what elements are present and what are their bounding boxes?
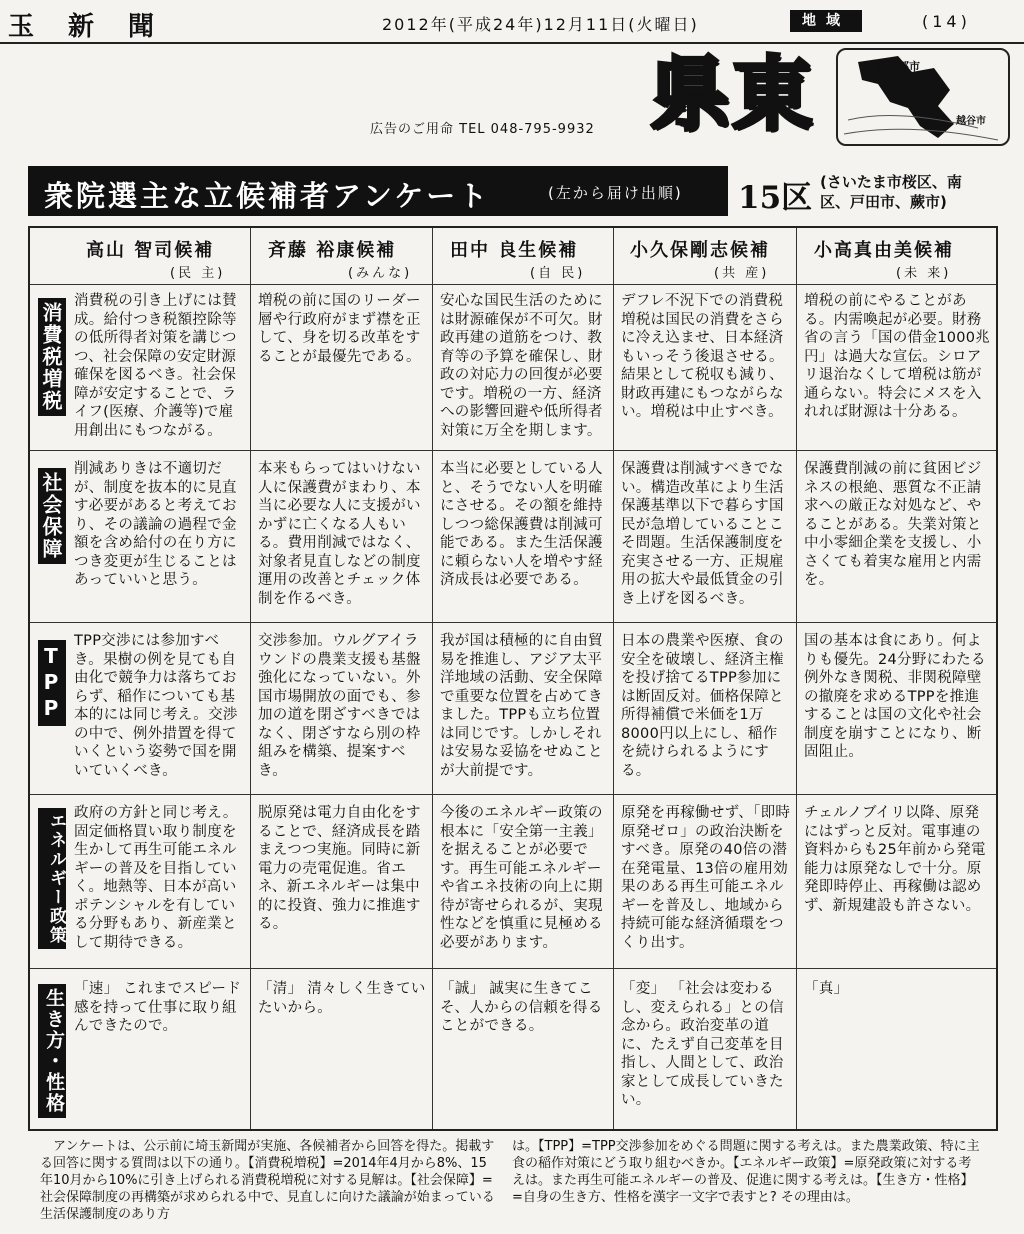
answer-cell: 増税の前に国のリーダー層や行政府がまず襟を正して、身を切る改革をすることが最優先である。 bbox=[258, 293, 421, 365]
candidate-party: (自 民) bbox=[530, 266, 586, 281]
answer-cell: 日本の農業や医療、食の安全を破壊し、経済主権を投げ捨てるTPP参加には断固反対。価格保障と所得補償で米価を1万8000円以上にし、稲作を続けられるようにする。 bbox=[621, 633, 784, 779]
candidate-party: (民 主) bbox=[170, 266, 226, 281]
candidate-name: 高山 智司候補 bbox=[86, 240, 215, 261]
answer-cell: 消費税の引き上げには賛成。給付つき税額控除等の低所得者対策を講じつつ、社会保障の安定財源確保を図るべき。社会保障が安定することで、ライフ(医療、介護等)で雇用創出にもつながる。 bbox=[74, 293, 237, 439]
candidate-party: (共 産) bbox=[714, 266, 770, 281]
region-map-icon bbox=[838, 50, 1008, 144]
survey-footnote bbox=[28, 1136, 998, 1222]
topic-label-consumption-tax: 消費税増税 bbox=[38, 298, 66, 416]
topic-label-energy-policy: エネルギー政策 bbox=[38, 808, 66, 949]
answer-cell: 本来もらってはいけない人に保護費がまわり、本当に必要な人に支援がいかずに亡くなる人もいる。費用削減ではなく、対象者見直しなどの制度運用の改善とチェック体制を作るべき。 bbox=[258, 461, 421, 607]
survey-table bbox=[28, 226, 998, 1131]
answer-cell: 我が国は積極的に自由貿易を推進し、アジア太平洋地域の活動、安全保障で重要な位置を占めてきました。TPPも立ち位置は同じです。しかしそれは安易な妥協をせぬことが大前提です。 bbox=[440, 633, 603, 779]
region-map bbox=[836, 48, 1010, 146]
column-divider bbox=[250, 228, 251, 1129]
section-badge: 地域 bbox=[790, 10, 862, 32]
column-divider bbox=[796, 228, 797, 1129]
answer-cell: チェルノブイリ以降、原発にはずっと反対。電事連の資料からも25年前から発電能力は原発なしで十分。原発即時停止、再稼働は認めず、新規建設も許さない。 bbox=[804, 805, 986, 914]
district-label: 15区 bbox=[738, 180, 813, 216]
candidate-name: 斉藤 裕康候補 bbox=[268, 240, 397, 261]
district-areas: (さいたま市桜区、南区、戸田市、蕨市) bbox=[820, 173, 962, 211]
survey-banner bbox=[28, 166, 728, 216]
region-title: 県東 bbox=[650, 47, 814, 141]
answer-cell: 「誠」 誠実に生きてこそ、人からの信頼を得ることができる。 bbox=[440, 981, 603, 1034]
map-label-kasukabe: 春日部市 bbox=[876, 60, 920, 73]
answer-cell: 「清」 清々しく生きていたいから。 bbox=[258, 981, 426, 1016]
row-divider bbox=[30, 450, 996, 451]
answer-cell: 「速」 これまでスピード感を持って仕事に取り組んできたので。 bbox=[74, 981, 242, 1034]
answer-cell: 増税の前にやることがある。内需喚起が必要。財務省の言う「国の借金1000兆円」は過大な宣伝。シロアリ退治なくして増税は筋が通らない。特会にメスを入れれば財源は十分ある。 bbox=[804, 293, 991, 420]
answer-cell: 「変」 「社会は変わるし、変えられる」との信念から。政治変革の道に、たえず自己変革を目指し、人間として、政治家として成長していきたい。 bbox=[621, 981, 784, 1108]
row-divider bbox=[30, 794, 996, 795]
column-divider bbox=[432, 228, 433, 1129]
answer-cell: 削減ありきは不適切だが、制度を抜本的に見直す必要があると考えており、その議論の過程で金額を含め給付の在り方につき変更が生じることはあっていいと思う。 bbox=[74, 461, 237, 588]
survey-title: 衆院選主な立候補者アンケート bbox=[44, 179, 491, 213]
issue-date: 2012年(平成24年)12月11日(火曜日) bbox=[382, 15, 699, 34]
answer-cell: 「真」 bbox=[804, 981, 849, 997]
topic-label-way-of-life: 生き方・性格 bbox=[38, 984, 66, 1118]
answer-cell: 原発を再稼働せず、「即時原発ゼロ」の政治決断をすべき。原発の40倍の潜在発電量、13倍の雇用効果のある再生可能エネルギーを普及し、地域から持続可能な経済循環をつくり出す。 bbox=[621, 805, 791, 951]
candidate-name: 小久保剛志候補 bbox=[630, 240, 770, 261]
masthead bbox=[0, 0, 1024, 44]
answer-cell: 政府の方針と同じ考え。固定価格買い取り制度を生かして再生可能エネルギーの普及を目指していく。地熱等、日本が高いポテンシャルを有している分野もあり、新産業として期待できる。 bbox=[74, 805, 238, 951]
candidate-name: 小高真由美候補 bbox=[814, 240, 954, 261]
survey-order-note: (左から届け出順) bbox=[548, 184, 683, 202]
topic-label-social-security: 社会保障 bbox=[38, 468, 66, 564]
candidate-party: (みんな) bbox=[348, 266, 413, 281]
map-label-koshigaya: 越谷市 bbox=[956, 116, 986, 127]
answer-cell: 保護費は削減すべきでない。構造改革により生活保護基準以下で暮らす国民が急増していることこそ問題。生活保護制度を充実させる一方、正規雇用の拡大や最低賃金の引き上げを図るべき。 bbox=[621, 461, 784, 607]
row-divider bbox=[30, 968, 996, 969]
candidate-party: (未 来) bbox=[896, 266, 952, 281]
column-divider bbox=[613, 228, 614, 1129]
answer-cell: 安心な国民生活のためには財源確保が不可欠。財政再建の道筋をつけ、教育等の予算を確保し、財政の対応力の回復が必要です。増税の一方、経済への影響回避や低所得者対策に万全を期します。 bbox=[440, 293, 603, 439]
candidate-name: 田中 良生候補 bbox=[450, 240, 579, 261]
row-divider bbox=[30, 284, 996, 285]
topic-label-tpp: TPP bbox=[38, 640, 66, 726]
ad-contact: 広告のご用命 TEL 048-795-9932 bbox=[370, 122, 595, 137]
answer-cell: 今後のエネルギー政策の根本に「安全第一主義」を据えることが必要です。再生可能エネルギーや省エネ技術の向上に期待が寄せられるが、実現性などを慎重に見極める必要があります。 bbox=[440, 805, 603, 951]
answer-cell: 本当に必要としている人と、そうでない人を明確にさせる。その額を維持しつつ総保護費は削減可能である。また生活保護に頼らない人を増やす経済成長は必要である。 bbox=[440, 461, 603, 588]
answer-cell: 国の基本は食にあり。何よりも優先。24分野にわたる例外なき関税、非関税障壁の撤廃を求めるTPPを推進することは国の文化や社会制度を崩すことになり、断固阻止。 bbox=[804, 633, 986, 760]
footnote-text-left: アンケートは、公示前に埼玉新聞が実施、各候補者から回答を得た。掲載する回答に関する質問は以下の通り。【消費税増税】=2014年4月から8%、15年10月から10%に引き上げられる消費税増税に対する見解は。【社会保障】=社会保障制度の再構築が求められる中で、見直しに向けた議論が始まっている生活保護制度のあり方 bbox=[40, 1139, 495, 1222]
answer-cell: デフレ不況下での消費税増税は国民の消費をさらに冷え込ませ、日本経済もいっそう後退させる。結果として税収も減り、財政再建にもつながらない。増税は中止すべき。 bbox=[621, 293, 784, 420]
answer-cell: TPP交渉には参加すべき。果樹の例を見ても自由化で競争力は落ちておらず、稲作についても基本的には同じ考え。交渉の中で、例外措置を得ていくという姿勢で国を開いていくべき。 bbox=[74, 633, 238, 779]
row-divider bbox=[30, 622, 996, 623]
newspaper-name: 玉新聞 bbox=[8, 12, 189, 42]
answer-cell: 保護費削減の前に貧困ビジネスの根絶、悪質な不正請求への厳正な対処など、やることがある。失業対策と中小零細企業を支援し、小さくても着実な雇用と内需を。 bbox=[804, 461, 982, 588]
answer-cell: 交渉参加。ウルグアイラウンドの農業支援も基盤強化になっていない。外国市場開放の面でも、参加の道を閉ざすべきではなく、閉ざすなら別の枠組みを構築、提案すべき。 bbox=[258, 633, 421, 779]
page-number: (14) bbox=[922, 12, 971, 31]
answer-cell: 脱原発は電力自由化をすることで、経済成長を踏まえつつ実施。同時に新電力の売電促進。省エネ、新エネルギーは集中的に投資、強力に推進する。 bbox=[258, 805, 421, 932]
footnote-text-right: は。【TPP】=TPP交渉参加をめぐる問題に関する考えは。また農業政策、特に主食の稲作対策にどう取り組むべきか。【エネルギー政策】=原発政策に対する考えは。また再生可能エネルギーの普及、促進に関する考えは。【生き方・性格】=自身の生き方、性格を漢字一文字で表すと? その理由は。 bbox=[512, 1139, 980, 1205]
